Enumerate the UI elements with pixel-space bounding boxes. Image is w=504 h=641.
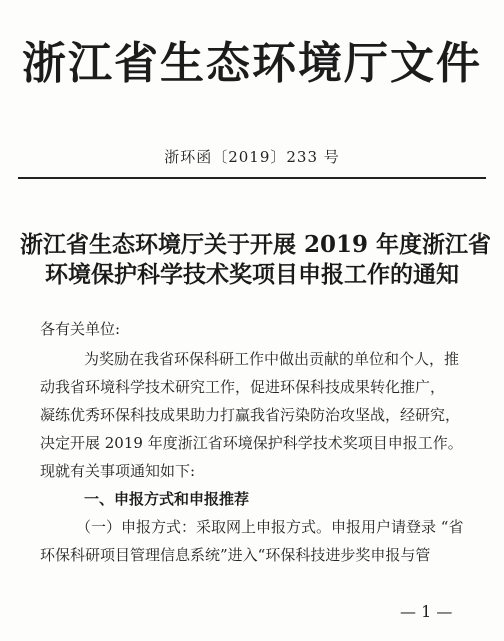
header-divider <box>18 177 486 179</box>
intro-line-1: 为奖励在我省环保科研工作中做出贡献的单位和个人，推 <box>84 350 460 368</box>
document-number: 浙环函〔2019〕233 号 <box>164 148 340 166</box>
section-1-line-1: （一）申报方式：采取网上申报方式。申报用户请登录 “省 <box>76 518 464 536</box>
section-1-heading: 一、申报方式和申报推荐 <box>84 490 250 508</box>
intro-line-2: 动我省环境科学技术研究工作，促进环保科技成果转化推广， <box>40 378 446 396</box>
page-number: — 1 — <box>400 602 453 621</box>
salutation: 各有关单位: <box>40 320 121 338</box>
notice-title-line-2: 环境保护科学技术奖项目申报工作的通知 <box>45 261 459 288</box>
intro-line-4: 决定开展 2019 年度浙江省环境保护科学技术奖项目申报工作。 <box>40 434 463 452</box>
notice-title-line-1: 浙江省生态环境厅关于开展 2019 年度浙江省 <box>20 231 492 258</box>
intro-line-3: 凝练优秀环保科技成果助力打赢我省污染防治攻坚战，经研究， <box>40 406 461 424</box>
section-1-line-2: 环保科研项目管理信息系统”进入“环保科技进步奖申报与管 <box>40 546 431 564</box>
intro-line-5: 现就有关事项通知如下: <box>40 462 196 480</box>
document-header-title: 浙江省生态环境厅文件 <box>22 38 482 89</box>
